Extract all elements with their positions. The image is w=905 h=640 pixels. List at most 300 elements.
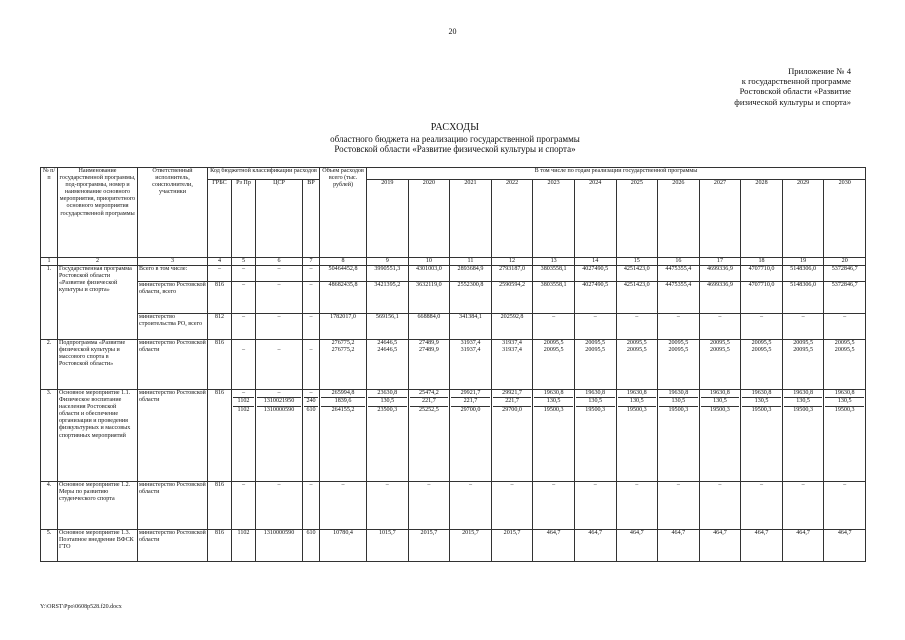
header-vr: ВР [303,180,320,258]
year-value: 668884,0 [408,314,450,340]
year-line: 19630,8 [626,390,647,396]
year-value: 4027490,5 [574,282,616,314]
year-line: 19630,8 [751,390,772,396]
year-value: 4699336,9 [699,266,741,282]
year-line: – [635,482,639,488]
year-line: 130,5 [618,397,657,405]
year-value: – [574,314,616,340]
column-number: 3 [138,258,208,266]
grbs-code: 816 [208,340,232,390]
year-value: – [658,314,700,340]
year-line: – [676,482,680,488]
year-line: 20095,5 [585,347,606,354]
responsible-executor: министерство Ростовской области, всего [138,282,208,314]
total-line: 10780,4 [333,530,353,536]
appendix-line: Ростовской области «Развитие [739,86,851,97]
year-line: 20095,5 [626,347,647,354]
year-line: 23630,8 [377,390,398,396]
year-line: 27489,9 [418,340,439,346]
year-line: 19630,8 [668,390,689,396]
year-value [616,390,658,482]
year-line: 29921,7 [502,390,522,396]
year-line: 221,7 [410,397,449,405]
file-path-footer: Y:\ORST\Ppo\0608p528.f20.docx [40,604,122,610]
vr-code: – [303,314,320,340]
title-line: областного бюджета на реализацию государственной программы [330,133,580,144]
year-value [533,390,575,482]
year-line: 19630,8 [543,390,564,396]
header-code-group: Код бюджетной классификации расходов [208,168,320,180]
table-row [41,314,866,340]
table-row [41,266,866,282]
column-number: 2 [58,258,138,266]
year-line: 20095,5 [543,347,564,354]
responsible-executor: министерство Ростовской области [138,530,208,562]
title-line: РАСХОДЫ [430,122,480,133]
vr-line: 610 [306,530,316,536]
year-value [574,530,616,562]
year-value: 5372846,7 [824,282,866,314]
year-line: 130,5 [534,397,573,405]
year-value: – [616,314,658,340]
appendix-line: к государственной программе [741,76,851,87]
year-line: 19500,3 [825,406,864,414]
year-value: 569156,1 [367,314,409,340]
year-value: 4475355,4 [658,266,700,282]
rzpr-value [232,390,256,482]
year-value [824,340,866,390]
year-value [533,530,575,562]
year-value: 4699336,9 [699,282,741,314]
year-value [658,530,700,562]
year-value [408,340,450,390]
column-number: 9 [367,258,409,266]
year-line: 464,7 [713,530,727,536]
column-number: 6 [256,258,303,266]
total-line: 276775,2 [331,340,355,346]
page-number: 20 [448,27,457,36]
year-line: 20095,5 [834,340,855,346]
year-value [658,340,700,390]
year-line: 19500,3 [534,406,573,414]
year-line: 24646,5 [377,347,398,354]
year-value: 341384,1 [450,314,492,340]
header-grbs: ГРБС [208,180,232,258]
year-value [450,390,492,482]
year-line: 2015,7 [462,530,479,536]
year-line: 19630,8 [710,390,730,396]
year-value [782,390,824,482]
year-line: 19500,3 [659,406,698,414]
year-value [367,390,409,482]
year-line: 130,5 [742,397,781,405]
csr-line: – [277,482,281,488]
grbs-code: 816 [208,530,232,562]
year-value [741,390,783,482]
csr-line: 1310021950 [257,397,301,405]
year-value [491,482,533,530]
table-row [41,530,866,562]
grbs-code: 816 [208,482,232,530]
row-name: Основное мероприятие 1.3. Поэтапное внедрение ВФСК ГТО [58,530,138,562]
csr-line: – [277,347,281,354]
header-year: 2024 [574,180,616,258]
year-value [699,390,741,482]
responsible-executor: министерство Ростовской области [138,482,208,530]
appendix-heading [651,66,851,107]
rzpr-code: – [232,282,256,314]
column-number: 5 [232,258,256,266]
responsible-executor: министерство Ростовской области [138,340,208,390]
document-title [230,123,680,155]
year-line: 464,7 [837,530,852,536]
total-volume: 48682435,8 [320,282,367,314]
year-line: – [801,482,805,488]
year-value [616,482,658,530]
grbs-code: 816 [208,282,232,314]
table-body [41,258,866,562]
header-year: 2029 [782,180,824,258]
column-number: 4 [208,258,232,266]
year-value: – [699,314,741,340]
vr-line: 240 [304,397,318,405]
year-value [408,390,450,482]
title-line: Ростовской области «Развитие физической культуры и спорта» [334,144,576,154]
total-line: – [341,482,345,488]
header-year: 2025 [616,180,658,258]
vr-line: – [309,482,313,488]
year-line: 464,7 [796,530,810,536]
year-value: 3632119,0 [408,282,450,314]
year-value [824,530,866,562]
year-line: 19630,8 [793,390,813,396]
year-line: 19500,3 [742,406,781,414]
year-value: 3803558,1 [533,282,575,314]
year-value: 4251423,0 [616,282,658,314]
csr-value [256,390,303,482]
year-line: 29700,0 [451,406,490,414]
grbs-code: 816 [208,390,232,482]
column-number: 10 [408,258,450,266]
year-line: 20095,5 [710,347,730,354]
year-line: 31937,4 [460,347,481,354]
table-row [41,340,866,390]
row-name: Государственная программа Ростовской области «Развитие физической культуры и спорта» [58,266,138,340]
year-value [741,482,783,530]
year-line: 221,7 [493,397,532,405]
column-number: 8 [320,258,367,266]
total-volume: 50464452,8 [320,266,367,282]
rzpr-value [232,482,256,530]
rzpr-code: – [232,266,256,282]
year-value: 3421395,2 [367,282,409,314]
rzpr-value [232,340,256,390]
rzpr-value [232,530,256,562]
csr-line: 1310000590 [263,530,295,536]
year-value [782,482,824,530]
csr-value [256,340,303,390]
year-value [782,530,824,562]
year-value: 5148306,0 [782,282,824,314]
vr-code: – [303,266,320,282]
year-value [574,482,616,530]
year-value [533,482,575,530]
year-value: – [741,314,783,340]
total-value [320,530,367,562]
year-value: 4301003,0 [408,266,450,282]
row-name: Основное мероприятие 1.1. Физическое воспитание населения Ростовской области и обеспечение организации и проведения физкультурных и массовых спортивных мероприятий [58,390,138,482]
column-number: 20 [824,258,866,266]
year-value: 2590594,2 [491,282,533,314]
header-rzpr: Рз Пр [232,180,256,258]
year-value [367,530,409,562]
year-line: – [843,482,847,488]
year-line: 1015,7 [378,530,396,536]
total-value [320,340,367,390]
column-number: 1 [41,258,58,266]
year-line: 464,7 [629,530,644,536]
year-value [616,340,658,390]
vr-value [303,340,320,390]
year-line: 29921,7 [460,390,481,396]
year-line: 20095,5 [834,347,855,354]
year-value: 2552300,8 [450,282,492,314]
responsible-executor: Всего в том числе: [138,266,208,282]
year-value [408,530,450,562]
year-value: – [824,314,866,340]
year-value [533,340,575,390]
year-value: 4707710,0 [741,282,783,314]
vr-code: – [303,282,320,314]
expenses-table [40,167,866,562]
year-value [824,482,866,530]
year-line: 27489,9 [418,347,439,354]
year-line: 19630,8 [834,390,855,396]
header-year: 2019 [367,180,409,258]
grbs-code: – [208,266,232,282]
year-line: 20095,5 [710,340,730,346]
rzpr-line: – [241,347,246,354]
row-number: 2. [41,340,58,390]
rzpr-line: – [241,390,246,396]
header-responsible: Ответственный исполнитель, соисполнители, участники [138,168,208,258]
csr-value [256,482,303,530]
year-line: – [510,482,514,488]
year-line: 29700,0 [493,406,532,414]
year-value: 5372846,7 [824,266,866,282]
year-value: 5148306,0 [782,266,824,282]
header-year: 2021 [450,180,492,258]
csr-line: – [277,390,281,396]
year-line: 20095,5 [543,340,564,346]
year-line: – [593,482,597,488]
total-line: 265994,8 [331,390,355,396]
year-line: – [718,482,722,488]
row-number: 3. [41,390,58,482]
year-value [574,390,616,482]
csr-code: – [256,314,303,340]
year-value [491,530,533,562]
column-number: 12 [491,258,533,266]
header-name: Наименование государственной программы, под-программы, номер и наименование основного мероприятия, приоритетного основного мероприятия государственной программы [58,168,138,258]
year-value [658,390,700,482]
total-volume: 1782017,0 [320,314,367,340]
column-number: 14 [574,258,616,266]
rzpr-line: – [241,482,246,488]
vr-value [303,482,320,530]
year-line: 31937,4 [502,340,522,346]
column-number: 16 [658,258,700,266]
year-line: 31937,4 [502,347,522,354]
year-line: 464,7 [754,530,769,536]
year-value: 4027490,5 [574,266,616,282]
column-number: 18 [741,258,783,266]
year-value: 4475355,4 [658,282,700,314]
row-number: 1. [41,266,58,340]
year-value [616,530,658,562]
year-line: 25474,2 [418,390,439,396]
csr-code: – [256,282,303,314]
year-line: 130,5 [368,397,407,405]
year-line: 20095,5 [793,347,813,354]
year-line: 20095,5 [668,340,689,346]
header-year: 2022 [491,180,533,258]
vr-value [303,530,320,562]
year-value: 4251423,0 [616,266,658,282]
grbs-code: 812 [208,314,232,340]
vr-line: 610 [304,406,318,414]
row-name: Основное мероприятие 1.2. Меры по развитию студенческого спорта [58,482,138,530]
year-value: – [782,314,824,340]
column-number: 19 [782,258,824,266]
year-value: 2893684,9 [450,266,492,282]
year-value [699,340,741,390]
year-line: 20095,5 [751,340,772,346]
year-line: 464,7 [671,530,686,536]
year-line: – [552,482,556,488]
year-value: 3803558,1 [533,266,575,282]
year-line: 20095,5 [585,340,606,346]
csr-line [257,340,301,347]
year-line: 2015,7 [420,530,438,536]
header-year: 2027 [699,180,741,258]
year-value: 202592,8 [491,314,533,340]
year-value [408,482,450,530]
row-name: Подпрограмма «Развитие физической культуры и массового спорта в Ростовской области» [58,340,138,390]
year-line: 23500,3 [368,406,407,414]
header-year: 2028 [741,180,783,258]
year-line: 20095,5 [668,347,689,354]
total-line: 264155,2 [321,406,365,414]
year-line: 19500,3 [701,406,740,414]
header-num: № п/п [41,168,58,258]
column-number: 11 [450,258,492,266]
year-line: 2015,7 [503,530,521,536]
year-line: 25252,5 [410,406,449,414]
year-value [450,530,492,562]
year-value: – [533,314,575,340]
vr-line: – [309,390,313,396]
column-number: 7 [303,258,320,266]
year-line: 221,7 [451,397,490,405]
year-value [491,390,533,482]
year-line: 130,5 [701,397,740,405]
year-line: – [385,482,389,488]
year-line: 20095,5 [751,347,772,354]
year-value: 3990551,3 [367,266,409,282]
year-line: 19500,3 [576,406,615,414]
year-value [574,340,616,390]
year-value [782,340,824,390]
header-year: 2030 [824,180,866,258]
csr-line: 1310000590 [257,406,301,414]
table-row [41,282,866,314]
year-line: – [427,482,431,488]
year-value [450,482,492,530]
year-value: 4707710,0 [741,266,783,282]
year-line: 19630,8 [585,390,606,396]
year-line: 130,5 [576,397,615,405]
row-number: 4. [41,482,58,530]
responsible-executor: министерство строительства РО, всего [138,314,208,340]
year-value [450,340,492,390]
year-value [741,530,783,562]
year-line: 24646,5 [377,340,398,346]
table-row [41,390,866,482]
csr-value [256,530,303,562]
year-value [699,482,741,530]
header-years-group: В том числе по годам реализации государственной программы [367,168,866,180]
year-value [491,340,533,390]
year-line: 19500,3 [618,406,657,414]
total-value [320,390,367,482]
year-line: 130,5 [825,397,864,405]
column-number: 17 [699,258,741,266]
vr-value [303,390,320,482]
year-line: 130,5 [784,397,823,405]
header-year: 2026 [658,180,700,258]
csr-code: – [256,266,303,282]
appendix-line: Приложение № 4 [788,66,851,76]
year-line: 130,5 [659,397,698,405]
year-value [367,340,409,390]
header-year: 2023 [533,180,575,258]
year-value [367,482,409,530]
year-line: 464,7 [588,530,603,536]
year-line: 19500,3 [784,406,823,414]
year-value [824,390,866,482]
header-csr: ЦСР [256,180,303,258]
year-line: 20095,5 [793,340,813,346]
rzpr-line: 1102 [233,406,254,414]
appendix-line: физической культуры и спорта» [734,96,851,107]
vr-line: – [309,347,313,354]
column-number-row [41,258,866,266]
header-volume: Объем расходов всего (тыс. рублей) [320,168,367,258]
row-number: 5. [41,530,58,562]
year-value [699,530,741,562]
column-number: 15 [616,258,658,266]
year-line: – [760,482,764,488]
year-value: 2793187,0 [491,266,533,282]
responsible-executor: министерство Ростовской области [138,390,208,482]
rzpr-line: 1102 [233,397,254,405]
vr-line [304,340,318,347]
year-line: – [468,482,472,488]
total-line: 276775,2 [331,347,355,354]
rzpr-line: 1102 [237,530,250,536]
header-year: 2020 [408,180,450,258]
